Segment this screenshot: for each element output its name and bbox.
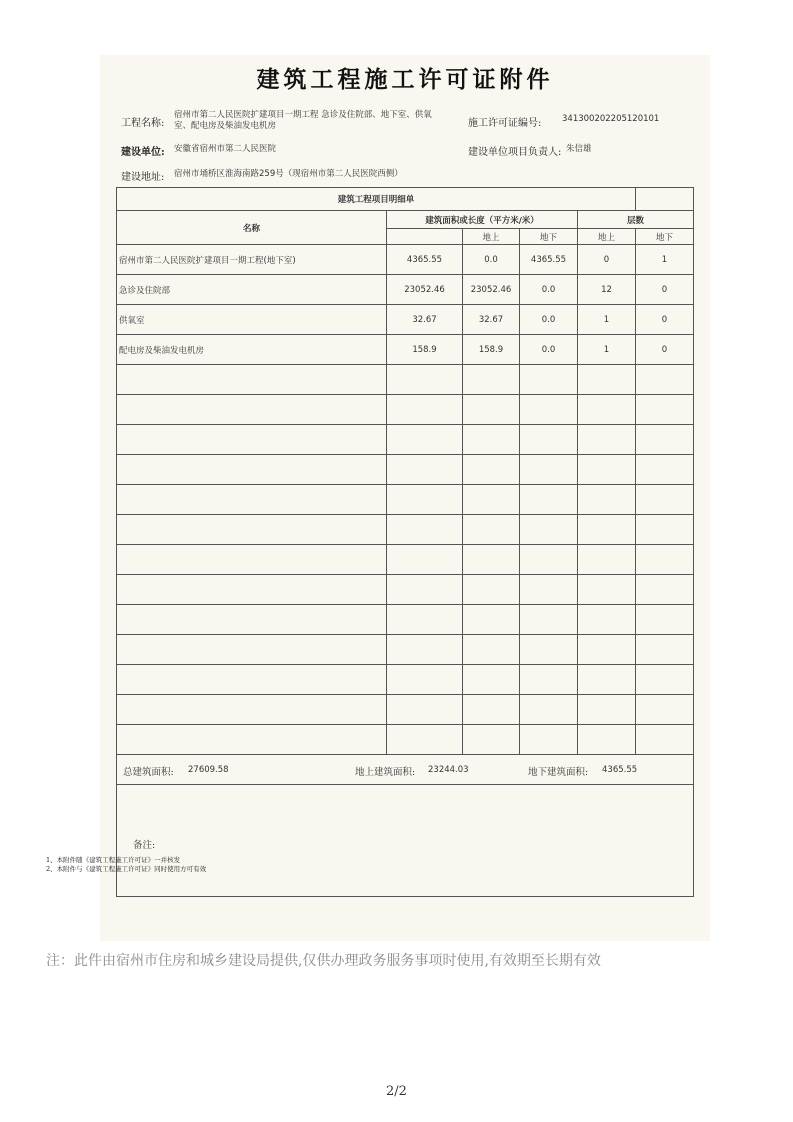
column-header-floors: 层数 <box>578 211 694 229</box>
document-title: 建筑工程施工许可证附件 <box>256 66 554 93</box>
empty-row <box>117 545 694 575</box>
builder-value: 安徽省宿州市第二人民医院 <box>174 144 277 154</box>
empty-row <box>117 635 694 665</box>
row-floors-below: 0 <box>636 275 694 305</box>
below-ground-area-value: 4365.55 <box>602 765 638 775</box>
row-total-area: 158.9 <box>387 335 463 365</box>
table-row <box>117 245 694 275</box>
permit-attachment-sheet <box>100 55 710 941</box>
empty-row <box>117 665 694 695</box>
table-row <box>117 305 694 335</box>
project-name-label: 工程名称: <box>121 118 165 129</box>
table-body <box>117 188 694 897</box>
row-floors-above: 1 <box>578 305 636 335</box>
empty-row <box>117 485 694 515</box>
empty-row <box>117 395 694 425</box>
remarks-label: 备注: <box>133 840 156 851</box>
row-area-above: 32.67 <box>463 305 520 335</box>
project-name-value: 宿州市第二人民医院扩建项目一期工程 急诊及住院部、地下室、供氧室、配电房及柴油发电机房 <box>174 110 432 131</box>
column-header-floors-below: 地下 <box>636 229 694 245</box>
row-name: 供氧室 <box>117 305 387 335</box>
column-header-area-above: 地上 <box>463 229 520 245</box>
row-floors-above: 1 <box>578 335 636 365</box>
above-ground-area-label: 地上建筑面积: <box>355 767 416 778</box>
empty-row <box>117 425 694 455</box>
empty-row <box>117 365 694 395</box>
row-floors-below: 0 <box>636 305 694 335</box>
summary-row <box>117 755 694 785</box>
row-floors-below: 0 <box>636 335 694 365</box>
row-area-above: 158.9 <box>463 335 520 365</box>
table-row <box>117 335 694 365</box>
footer-note: 注：此件由宿州市住房和城乡建设局提供,仅供办理政务服务事项时使用,有效期至长期有效 <box>46 953 601 969</box>
column-header-area-below: 地下 <box>520 229 578 245</box>
attachment-notes <box>46 856 206 874</box>
table-row <box>117 275 694 305</box>
total-area-value: 27609.58 <box>188 765 229 775</box>
row-area-below: 0.0 <box>520 335 578 365</box>
column-header-name: 名称 <box>117 211 387 245</box>
page-number: 2/2 <box>386 1084 407 1099</box>
note-line-1: 1、本附件随《建筑工程施工许可证》一并核发 <box>46 856 181 864</box>
column-header-floors-above: 地上 <box>578 229 636 245</box>
row-name: 急诊及住院部 <box>117 275 387 305</box>
row-area-below: 4365.55 <box>520 245 578 275</box>
row-total-area: 4365.55 <box>387 245 463 275</box>
row-total-area: 32.67 <box>387 305 463 335</box>
row-area-above: 23052.46 <box>463 275 520 305</box>
row-area-below: 0.0 <box>520 275 578 305</box>
row-name: 宿州市第二人民医院扩建项目一期工程(地下室) <box>117 245 387 275</box>
table-caption: 建筑工程项目明细单 <box>117 188 636 211</box>
remarks-row <box>117 785 694 897</box>
column-header-area: 建筑面积或长度（平方米/米） <box>387 211 578 229</box>
empty-row <box>117 725 694 755</box>
row-area-above: 0.0 <box>463 245 520 275</box>
project-manager-label: 建设单位项目负责人: <box>468 147 562 158</box>
row-total-area: 23052.46 <box>387 275 463 305</box>
project-detail-table <box>116 187 694 897</box>
empty-row <box>117 605 694 635</box>
permit-number-label: 施工许可证编号: <box>468 118 542 129</box>
project-manager-value: 朱信雄 <box>566 144 592 154</box>
builder-label: 建设单位: <box>121 147 165 158</box>
empty-row <box>117 515 694 545</box>
row-name: 配电房及柴油发电机房 <box>117 335 387 365</box>
note-line-2: 2、本附件与《建筑工程施工许可证》同时使用方可有效 <box>46 865 207 873</box>
row-floors-above: 12 <box>578 275 636 305</box>
total-area-label: 总建筑面积: <box>123 767 174 778</box>
row-floors-above: 0 <box>578 245 636 275</box>
empty-row <box>117 695 694 725</box>
below-ground-area-label: 地下建筑面积: <box>528 767 589 778</box>
permit-number-value: 341300202205120101 <box>562 114 660 124</box>
empty-row <box>117 455 694 485</box>
row-floors-below: 1 <box>636 245 694 275</box>
empty-row <box>117 575 694 605</box>
above-ground-area-value: 23244.03 <box>428 765 469 775</box>
address-label: 建设地址: <box>121 172 165 183</box>
row-area-below: 0.0 <box>520 305 578 335</box>
address-value: 宿州市埇桥区淮海南路259号（现宿州市第二人民医院西侧） <box>174 169 403 179</box>
